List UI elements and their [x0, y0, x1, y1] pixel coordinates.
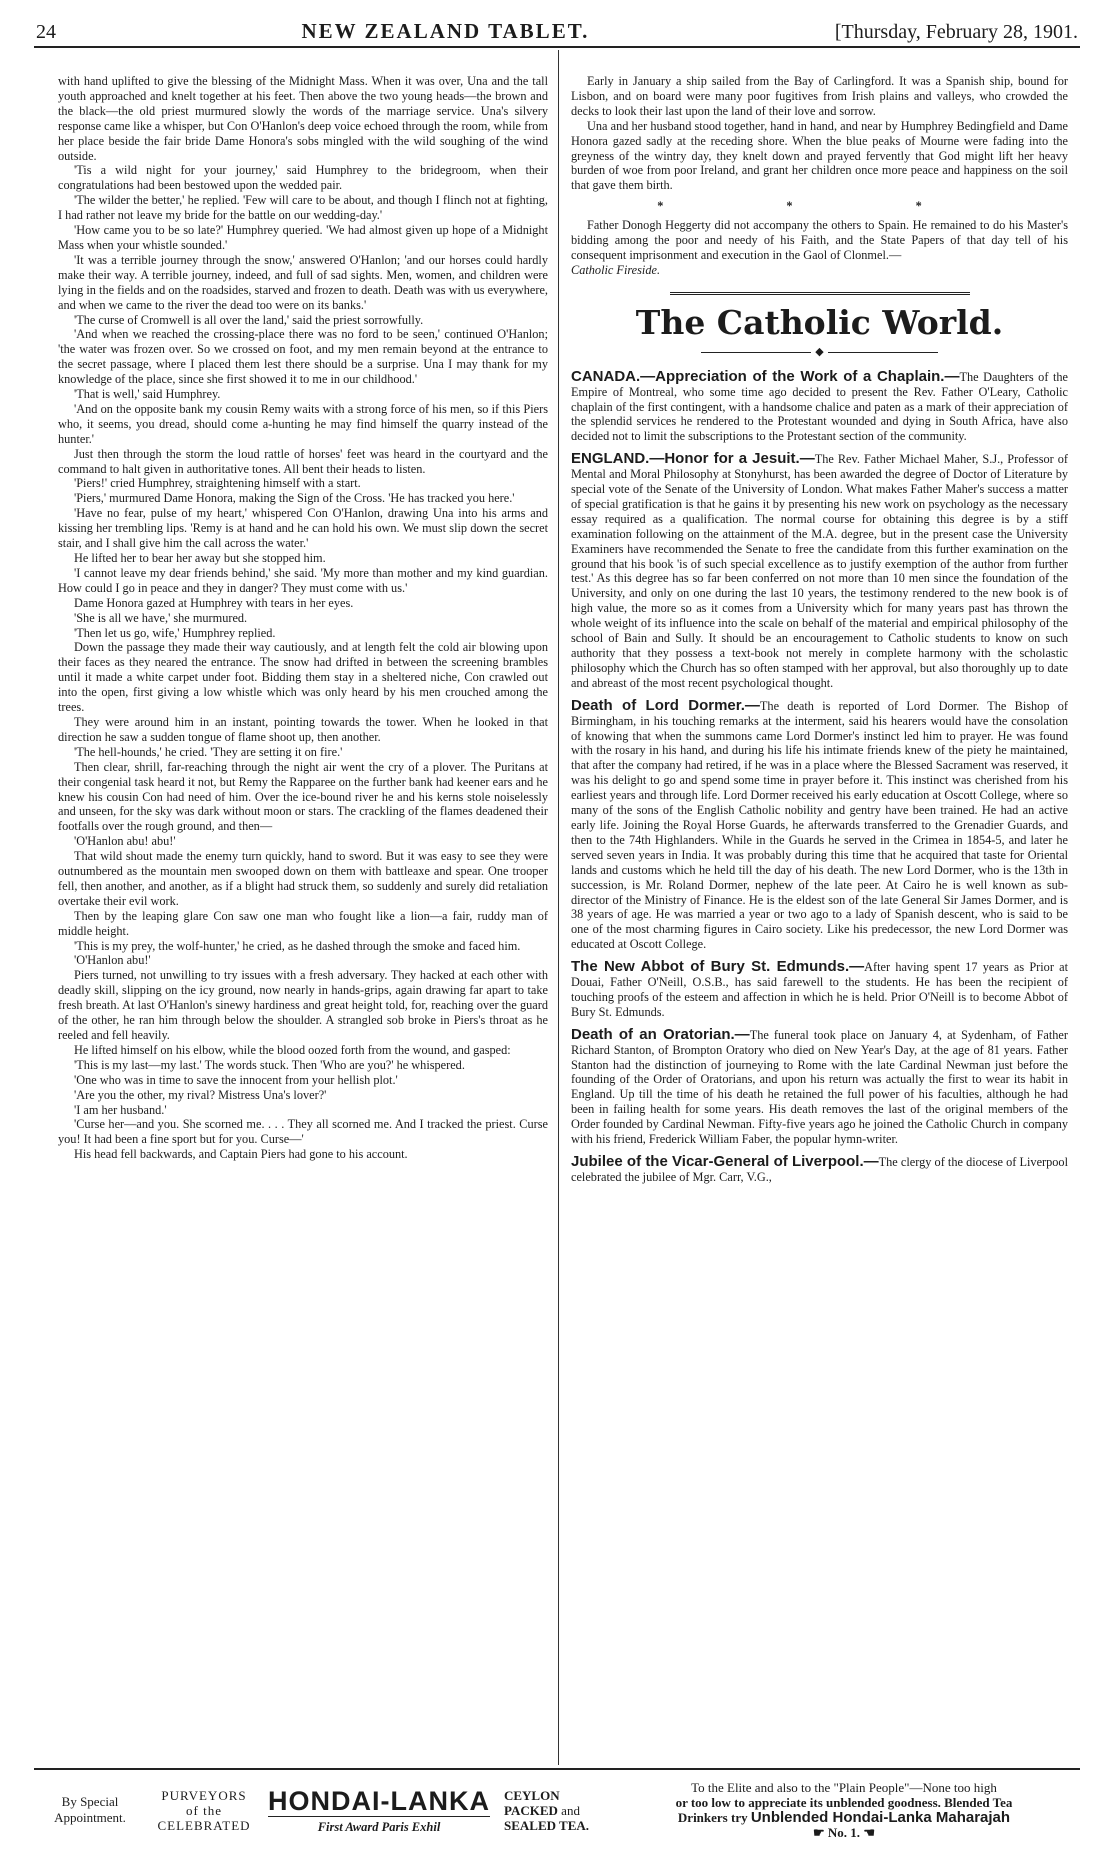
- footer-rule: [34, 1768, 1080, 1770]
- purveyors-line: CELEBRATED: [157, 1817, 251, 1833]
- news-item-heading: CANADA.—Appreciation of the Work of a Chaplain.—: [571, 367, 960, 385]
- story-paragraph: Dame Honora gazed at Humphrey with tears in her eyes.: [74, 595, 354, 610]
- story-paragraph: 'Piers!' cried Humphrey, straightening himself with a start.: [74, 476, 361, 491]
- story-paragraph: 'Have no fear, pulse of my heart,' whispered Con O'Hanlon, drawing Una into his arms and kissing her trembling lips. 'Remy is at hand and he can hold his own. We must slip down the secret stair, and I shall give him the call across the water.': [58, 506, 548, 551]
- story-paragraph: 'Piers,' murmured Dame Honora, making the Sign of the Cross. 'He has tracked you here.': [74, 491, 515, 506]
- news-item-text: [571, 696, 1068, 952]
- story-paragraph: Una and her husband stood together, hand in hand, and near by Humphrey Bedingfield and Dame Honora gazed sadly at the receding shore. When the blue peaks of Mourne were fading into the greyness of the wintry day, they knelt down and prayed fervently that God might lift her heavy burden of woe from poor Ireland, and grant her children once more peace and happiness on the soil that gave them birth.: [571, 118, 1068, 193]
- news-item-body: The clergy of the diocese of Liverpool celebrated the jubilee of Mgr. Carr, V.G.,: [571, 1155, 1068, 1184]
- news-item-heading: Jubilee of the Vicar-General of Liverpool.—: [571, 1153, 879, 1170]
- tail-block: [614, 1780, 1074, 1840]
- story-paragraph: 'This is my prey, the wolf-hunter,' he cried, as he dashed through the smoke and faced him.: [74, 938, 521, 953]
- news-item: [571, 1025, 1068, 1147]
- ceylon-line: CEYLON: [503, 1787, 560, 1803]
- closing-paragraph: Father Donogh Heggerty did not accompany the others to Spain. He remained to do his Master's bidding among the poor and needy of his Faith, and the State Papers of that day tell of his consequent imprisonment and execution in the Gaol of Clonmel.—: [571, 218, 1068, 262]
- news-item-text: [571, 1155, 1068, 1185]
- story-paragraph: 'Curse her—and you. She scorned me. . . . They all scorned me. And I tracked the priest. Curse you! It had been a fine sport but for you. Curse—': [58, 1117, 548, 1147]
- story-paragraph: 'How came you to be so late?' Humphrey queried. 'We had almost given up hope of a Midnight Mass when your whistle sounded.': [58, 223, 548, 252]
- story-paragraph: 'And on the opposite bank my cousin Remy waits with a strong force of his men, so if this Piers who, it seems, you dread, should come a-hunting he may find himself the quarry instead of the hunter.': [58, 401, 548, 446]
- brand-block: [268, 1786, 490, 1835]
- news-item: [571, 960, 1068, 1020]
- story-paragraph: 'She is all we have,' she murmured.: [74, 610, 248, 625]
- header-rule: [34, 46, 1080, 48]
- appointment-block: [40, 1794, 140, 1826]
- pointing-hand-icon: ☛: [813, 1825, 825, 1840]
- and-word: and: [561, 1802, 580, 1818]
- award-line: First Award Paris Exhil: [268, 1816, 490, 1835]
- story-paragraph: He lifted her to bear her away but she stopped him.: [74, 551, 326, 565]
- news-item-text: [571, 960, 1068, 1020]
- news-item-heading: ENGLAND.—Honor for a Jesuit.—: [571, 450, 815, 468]
- news-item: [571, 452, 1068, 691]
- page-header: [36, 14, 1078, 44]
- story-paragraph: 'Then let us go, wife,' Humphrey replied.: [74, 625, 276, 640]
- tail-line: Drinkers try: [677, 1810, 748, 1825]
- story-paragraph: 'One who was in time to save the innocent from your hellish plot.': [74, 1072, 398, 1087]
- story-paragraph: 'O'Hanlon abu! abu!': [74, 834, 176, 849]
- left-column: [58, 74, 548, 1162]
- story-paragraph: 'It was a terrible journey through the snow,' answered O'Hanlon; 'and our horses could hardly make their way. A terrible journey, indeed, and full of sad sights. Men, women, and children were lying in the fields and on the roadsides, starved and frozen to death. Death was with us everywhere, and when we came to the river the dead too were on its banks.': [58, 252, 548, 312]
- section-title: The Catholic World.: [635, 302, 1004, 342]
- purveyors-line: PURVEYORS: [161, 1787, 247, 1803]
- story-paragraph: 'Are you the other, my rival? Mistress Una's lover?': [74, 1087, 327, 1102]
- story-paragraph: 'And when we reached the crossing-place there was no ford to be seen,' continued O'Hanlon; 'the water was frozen over. So we crossed on foot, and my men remain beyond at the entrance to the secret passage, where I placed them lest there should be a surprise. Una I may thank for my knowledge of the place, since she first showed it to me in our childhood.': [58, 327, 548, 387]
- news-item-body: The funeral took place on January 4, at Sydenham, of Father Richard Stanton, of Brompton Oratory who died on New Year's Day, at the age of 81 years. Father Stanton had the distinction of journeying to Rome with the late Cardinal Newman just before the founding of the Order of Oratorians, and upon his return was actually the first to wear its habit in England. Up till the time of his death he retained the full power of his faculties, although he had been in failing health for some years. His death removes the last of the original members of the Order founded by Cardinal Newman. Fifty-five years ago he joined the Catholic Church in company with his friend, Frederick William Faber, the popular hymn-writer.: [571, 1027, 1068, 1147]
- diamond-icon: ◆: [815, 345, 824, 358]
- pointing-hand-icon: ☚: [863, 1825, 875, 1840]
- news-item-body: The Daughters of the Empire of Montreal, who some time ago decided to present the Rev. Father O'Leary, Catholic chaplain of the first contingent, with a handsome chalice and paten as a mark of their appreciation of the splendid services he rendered to the Protestant wounded and dying in South Africa, have also decided not to limit the subscriptions to the Protestant section of the community.: [571, 369, 1068, 444]
- news-item-heading: The New Abbot of Bury St. Edmunds.—: [571, 958, 865, 976]
- story-paragraph: 'O'Hanlon abu!': [74, 953, 151, 968]
- story-paragraph: 'I am her husband.': [74, 1102, 167, 1117]
- story-paragraph: with hand uplifted to give the blessing of the Midnight Mass. When it was over, Una and the tall youth approached and knelt together at his feet. Then above the two young heads—the brown and the black—the old priest murmured slowly the words of the marriage service. Una's silvery response came like a whisper, but Con O'Hanlon's deep voice echoed through the room, while from her place beside the fair bride Dame Honora's sobs mingled with the wild soughing of the wind outside.: [58, 74, 548, 163]
- news-item-text: [571, 452, 1068, 691]
- news-item-body: After having spent 17 years as Prior at Douai, Father O'Neill, O.S.B., has said farewell to the students. He has been the recipient of touching proofs of the esteem and affection in which he is held. Prior O'Neill is to become Abbot of Bury St. Edmunds.: [571, 960, 1069, 1019]
- news-item-text: [571, 367, 1068, 445]
- tail-line: To the Elite and also to the "Plain People"—None too high: [691, 1780, 997, 1795]
- ceylon-line: PACKED: [503, 1802, 558, 1818]
- section-stars: * * *: [657, 199, 982, 214]
- appointment-line: By Special: [61, 1794, 119, 1809]
- masthead: NEW ZEALAND TABLET.: [301, 19, 590, 43]
- purveyors-block: [154, 1788, 254, 1833]
- tail-line: No. 1.: [827, 1825, 861, 1840]
- story-paragraph: 'The wilder the better,' he replied. 'Few will care to be about, and though I flinch not at fighting, I had rather not leave my bride for the battle on our wedding-day.': [58, 193, 548, 223]
- story-paragraph: He lifted himself on his elbow, while the blood oozed forth from the wound, and gasped:: [74, 1042, 511, 1057]
- right-column: [571, 74, 1068, 1193]
- section-rule: [670, 292, 970, 295]
- news-item: [571, 1155, 1068, 1185]
- purveyors-line: of the: [186, 1802, 222, 1818]
- title-ornament: [571, 345, 1068, 360]
- ceylon-line: SEALED TEA.: [503, 1817, 589, 1833]
- news-item: [571, 367, 1068, 445]
- story-paragraph: His head fell backwards, and Captain Piers had gone to his account.: [74, 1147, 408, 1162]
- appointment-line: Appointment.: [54, 1810, 126, 1825]
- story-paragraph: 'The hell-hounds,' he cried. 'They are setting it on fire.': [74, 744, 343, 759]
- news-items: [571, 367, 1069, 1185]
- advertisement-footer: [40, 1776, 1074, 1844]
- brand-name: HONDAI-LANKA: [268, 1785, 490, 1816]
- news-item-heading: Death of an Oratorian.—: [571, 1025, 750, 1043]
- story-paragraph: Just then through the storm the loud rattle of horses' feet was heard in the courtyard and the command to halt given in authoritative tones. All bent their heads to listen.: [58, 446, 548, 476]
- story-paragraph: Down the passage they made their way cautiously, and at length felt the cold air blowing upon their faces as they neared the entrance. The snow had drifted in between the screening brambles until it made a white carpet under foot. Bidding them stay in a sheltered niche, Con crawled out into the open, first giving a low whistle which was only heard by his men crouched among the trees.: [58, 640, 548, 715]
- story-paragraph: 'Tis a wild night for your journey,' said Humphrey to the bridegroom, when their congratulations had been bestowed upon the wedded pair.: [58, 163, 548, 193]
- news-item: [571, 696, 1068, 952]
- news-item-body: The death is reported of Lord Dormer. The Bishop of Birmingham, in his touching remarks at the interment, said his hearers would have the consolation of knowing that when the summons came Lord Dormer's instinct led him to prayer. He was found with the rosary in his hand, and during his life his intimate friends knew of the piety he maintained, that after the company had retired, if he was in a place where the Blessed Sacrament was reserved, it was his delight to go and spend some time in prayer before it. This instinct was cherished from his earliest years and through life. Lord Dormer received his early education at Oscott College, where so many of the sons of the English Catholic nobility and gentry have been trained. He had an active early life. Joining the Royal Horse Guards, he afterwards transferred to the Grenadier Guards, and then to the 74th Highlanders. While in the Guards he served in the Crimea in 1854-5, and later he served seven years in India. It was probably during this time that he acquired that taste for Oriental lands and customs which he held till the day of his death. The new Lord Dormer, who is the 13th in succession, is Mr. Roland Dormer, nephew of the late peer. At Cairo he is well known as sub-director of the Ministry of Finance. He is the eldest son of the late General Sir James Dormer, and is 38 years of age. He was married a year or two ago to a lady of Spanish descent, who is said to be one of the most charming figures in Cairo society. Like his predecessor, the new Lord Dormer was educated at Oscott College.: [571, 698, 1068, 952]
- story-paragraph: Then by the leaping glare Con saw one man who fought like a lion—a fair, ruddy man of middle height.: [58, 908, 548, 938]
- column-divider: [558, 50, 559, 1765]
- issue-date: [Thursday, February 28, 1901.: [834, 21, 1078, 43]
- news-item-heading: Death of Lord Dormer.—: [571, 696, 760, 714]
- story-paragraph: 'The curse of Cromwell is all over the land,' said the priest sorrowfully.: [74, 312, 424, 327]
- tail-brand: Unblended Hondai-Lanka Maharajah: [750, 1809, 1011, 1826]
- story-paragraph: 'This is my last—my last.' The words stuck. Then 'Who are you?' he whispered.: [74, 1057, 465, 1072]
- ceylon-block: [504, 1788, 600, 1833]
- story-paragraph: Piers turned, not unwilling to try issues with a fresh adversary. They hacked at each other with deadly skill, slipping on the icy ground, now nearly in hands-grips, again drawing far apart to take fresh breath. At last O'Hanlon's sinewy hardiness and great height told, for, reaching over the guard of the other, he ran him through below the shoulder. A strangled sob broke in Piers's throat as he reeled and fell heavily.: [58, 968, 548, 1042]
- story-source: Catholic Fireside.: [571, 262, 661, 277]
- story-paragraph: 'That is well,' said Humphrey.: [74, 387, 221, 402]
- story-paragraph: 'I cannot leave my dear friends behind,' she said. 'My more than mother and my kind guardian. How could I go in peace and they in danger? They must come with us.': [58, 565, 548, 595]
- story-paragraph: Then clear, shrill, far-reaching through the night air went the cry of a plover. The Puritans at their congenial task heard it not, but Remy the Rapparee on the further bank had keener ears and he knew his cousin Con had need of him. Over the ice-bound river he and his kerns stole noiselessly and unseen, for the sky was dark without moon or stars. The crackling of the flames deadened their footfalls over the rough ground, and then—: [58, 759, 548, 834]
- tail-line: or too low to appreciate its unblended goodness. Blended Tea: [675, 1795, 1013, 1810]
- story-paragraph: Early in January a ship sailed from the Bay of Carlingford. It was a Spanish ship, bound for Lisbon, and on board were many poor fugitives from Irish plains and valleys, who crowded the decks to look their last upon the land of their love and sorrow.: [571, 74, 1068, 118]
- news-item-body: The Rev. Father Michael Maher, S.J., Professor of Mental and Moral Philosophy at Stonyhurst, has been awarded the degree of Doctor of Literature by special vote of the Senate of the University of London. What makes Father Maher's success a matter of special gratification is that he gains it by presenting his new work on psychology as the necessary essay required as a qualification. The normal course for obtaining this degree is by a stiff examination following on the attainment of the M.A. degree, but in the present case the University Examiners have recommended the Senate to free the candidate from this further examination on the ground that his book 'is of such special excellence as to justify exemption of the author from further test.' As this degree has so far been conferred on not more than 10 men since the foundation of the University, and only on one during the last 10 years, the testimony rendered to the new book is of high value, the more so as it comes from a University which for many years past has thrown the whole weight of its influence into the scale on behalf of the material and empirical philosophy of the school of Bain and Sully. It should be an encouragement to Catholic students to know on such authority that they possess a text-book not merely in complete harmony with the scholastic philosophy which the Church has so often stamped with her approval, but also thoroughly up to date and abreast of the most recent psychological thought.: [571, 452, 1068, 690]
- story-paragraph: That wild shout made the enemy turn quickly, hand to sword. But it was easy to see they were outnumbered as the mountain men swooped down on them with battleaxe and spear. One trooper fell, then another, and another, as if a blight had struck them, so suddenly and surely did retaliation overtake their evil work.: [58, 849, 548, 908]
- page-number: 24: [36, 21, 56, 43]
- news-item-text: [571, 1025, 1068, 1147]
- story-paragraph: They were around him in an instant, pointing towards the tower. When he looked in that direction he saw a sudden tongue of flame shoot up, then another.: [58, 714, 548, 744]
